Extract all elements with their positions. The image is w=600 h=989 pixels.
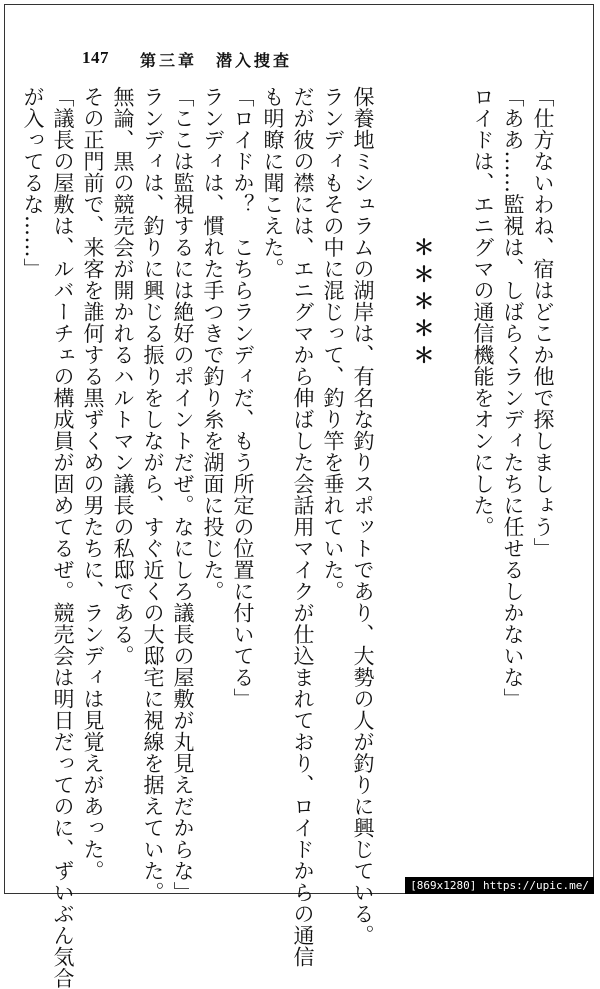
text-line: ランディは、釣りに興じる振りをしながら、すぐ近くの大邸宅に視線を据えていた。	[141, 86, 165, 903]
text-line: ランディもその中に混じって、釣り竿を垂れていた。	[321, 86, 345, 602]
chapter-title: 第三章 潜入捜査	[140, 51, 293, 70]
blank-line	[438, 86, 468, 846]
text-line: 「ここは監視するには絶好のポイントだぜ。なにしろ議長の屋敷が丸見えだからな」	[171, 86, 195, 903]
watermark-tag: [869x1280] https://upic.me/	[405, 877, 594, 894]
text-line: が入ってるな……」	[21, 86, 45, 280]
page-header	[0, 48, 600, 72]
text-line: 「ロイドか？ こちらランディだ、もう所定の位置に付いてる」	[231, 86, 255, 710]
text-line: 保養地ミシュラムの湖岸は、有名な釣りスポットであり、大勢の人が釣りに興じている。	[351, 86, 375, 946]
text-line: ロイドは、エニグマの通信機能をオンにした。	[471, 86, 495, 538]
text-line: その正門前で、来客を誰何する黒ずくめの男たちに、ランディは見覚えがあった。	[81, 86, 105, 882]
text-line: だが彼の襟には、エニグマから伸ばした会話用マイクが仕込まれており、ロイドからの通信	[291, 86, 315, 968]
text-line: も明瞭に聞こえた。	[261, 86, 285, 280]
section-separator: ＊＊＊＊＊	[411, 236, 436, 371]
text-line: 無論、黒の競売会が開かれるハルトマン議長の私邸である。	[111, 86, 135, 667]
blank-line	[378, 86, 408, 846]
text-line: 「仕方ないわね、宿はどこか他で探しましょう」	[531, 86, 555, 559]
text-line: 「ああ……監視は、しばらくランディたちに任せるしかないな」	[501, 86, 525, 710]
text-line: 「議長の屋敷は、ルバーチェの構成員が固めてるぜ。競売会は明日だってのに、ずいぶん気合	[51, 86, 75, 989]
text-line: ランディは、慣れた手つきで釣り糸を湖面に投じた。	[201, 86, 225, 602]
page-number: 147	[82, 48, 109, 67]
